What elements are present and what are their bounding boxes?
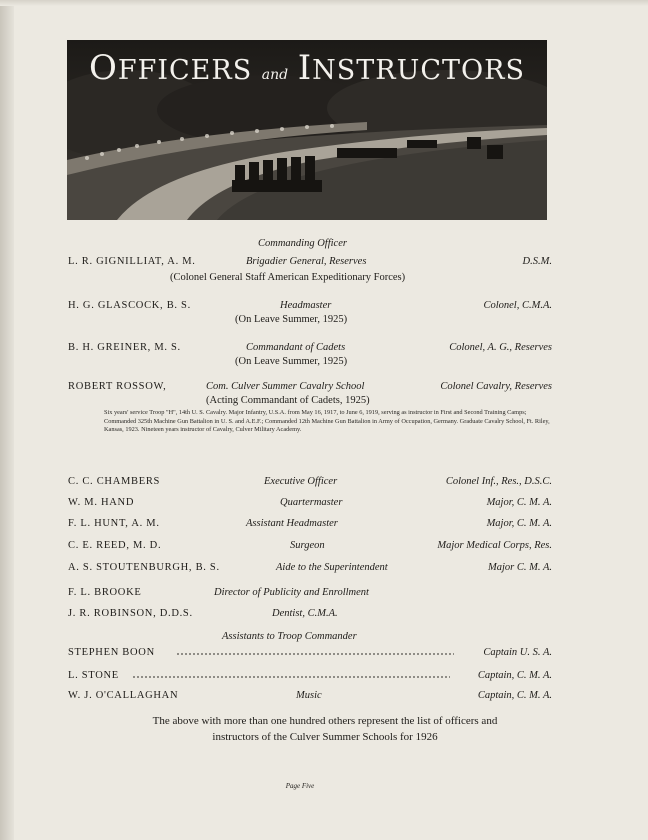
officer-position: Commandant of Cadets — [246, 342, 346, 353]
title-and: and — [261, 67, 289, 83]
staff-rank: Major Medical Corps, Res. — [437, 540, 552, 551]
officer-name: B. H. GREINER, M. S. — [68, 342, 181, 353]
header-photograph — [67, 40, 547, 220]
staff-name: J. R. ROBINSON, D.D.S. — [68, 608, 193, 619]
staff-rank: Captain, C. M. A. — [477, 690, 552, 701]
staff-position: Music — [296, 690, 322, 701]
staff-position: Quartermaster — [280, 497, 343, 508]
section-heading-assistants: Assistants to Troop Commander — [222, 631, 357, 642]
staff-position: Executive Officer — [264, 476, 338, 487]
title-instructors: NSTRUCTORS — [312, 55, 525, 86]
officer-position: Com. Culver Summer Cavalry School — [206, 381, 365, 392]
officer-name: ROBERT ROSSOW, — [68, 381, 167, 392]
section-heading-commanding-officer: Commanding Officer — [258, 238, 347, 249]
assistant-rank: Captain, C. M. A. — [477, 670, 552, 681]
dot-leader — [176, 646, 454, 656]
page-binding-edge — [0, 0, 14, 840]
staff-rank: Major, C. M. A. — [486, 518, 552, 529]
page-title — [67, 48, 547, 88]
officer-name: H. G. GLASCOCK, B. S. — [68, 300, 191, 311]
staff-position: Aide to the Superintendent — [276, 562, 388, 573]
officer-note: (Acting Commandant of Cadets, 1925) — [206, 395, 370, 406]
staff-rank: Major C. M. A. — [488, 562, 552, 573]
staff-rank: Major, C. M. A. — [486, 497, 552, 508]
officer-position: Headmaster — [280, 300, 332, 311]
assistant-rank: Captain U. S. A. — [483, 647, 552, 658]
title-initial-i: I — [297, 48, 313, 88]
officer-rank: D.S.M. — [522, 256, 552, 267]
officer-note: (Colonel General Staff American Expeditionary Forces) — [170, 272, 406, 283]
staff-name: W. M. HAND — [68, 497, 135, 508]
staff-name: W. J. O'CALLAGHAN — [68, 690, 179, 701]
staff-name: C. C. CHAMBERS — [68, 476, 161, 487]
page-top-edge — [0, 0, 648, 6]
staff-name: C. E. REED, M. D. — [68, 540, 162, 551]
closing-line-1: The above with more than one hundred others represent the list of officers and — [152, 715, 498, 727]
officer-name: L. R. GIGNILLIAT, A. M. — [68, 256, 196, 267]
dot-leader — [132, 669, 450, 679]
officer-note: (On Leave Summer, 1925) — [235, 314, 348, 325]
officer-note: (On Leave Summer, 1925) — [235, 356, 348, 367]
closing-line-2: instructors of the Culver Summer Schools for 1926 — [212, 731, 438, 743]
staff-position: Assistant Headmaster — [246, 518, 338, 529]
staff-name: F. L. HUNT, A. M. — [68, 518, 160, 529]
staff-rank: Colonel Inf., Res., D.S.C. — [445, 476, 552, 487]
officer-position: Brigadier General, Reserves — [246, 256, 367, 267]
assistant-name: L. STONE — [68, 670, 119, 681]
officer-rank: Colonel, C.M.A. — [483, 300, 552, 311]
staff-position: Dentist, C.M.A. — [272, 608, 338, 619]
page-number: Page Five — [285, 782, 315, 790]
rossow-biography: Six years' service Troop "H", 14th U. S. Cavalry. Major Infantry, U.S.A. from May 16, 1917, to June 6, 1919, serving as instructor in First and Second Training Camps; Commanded 325th Machine Gun Battalion in U. S. and A.E.F.; Commanded 12th Machine Gun Battalion in Army of Occupation, Germany. Graduate Cavalry School, Ft. Riley, Kansas, 1923. Nineteen years instructor of Cavalry, Culver Military Academy. — [104, 409, 550, 434]
officer-rank: Colonel, A. G., Reserves — [449, 342, 552, 353]
officer-rank: Colonel Cavalry, Reserves — [440, 381, 552, 392]
staff-name: A. S. STOUTENBURGH, B. S. — [68, 562, 220, 573]
assistant-name: STEPHEN BOON — [68, 647, 155, 658]
staff-position: Director of Publicity and Enrollment — [214, 587, 369, 598]
staff-name: F. L. BROOKE — [68, 587, 142, 598]
staff-position: Surgeon — [290, 540, 325, 551]
title-officers: FFICERS — [117, 55, 253, 86]
title-initial-o: O — [89, 48, 118, 88]
